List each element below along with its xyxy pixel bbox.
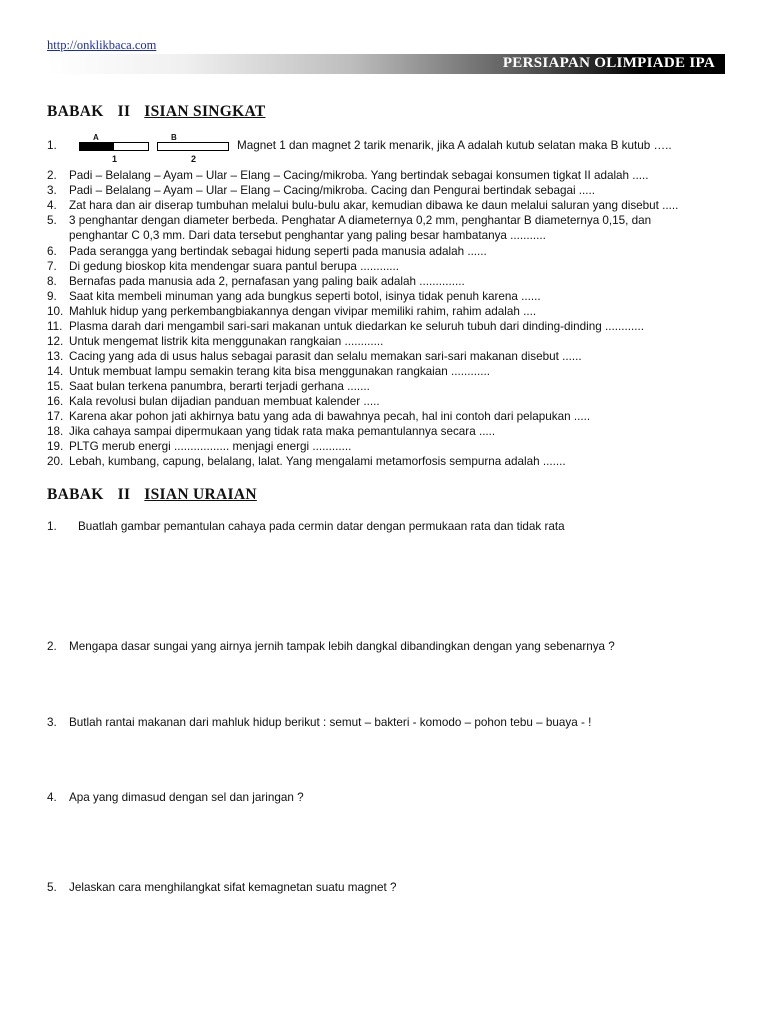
banner-title: PERSIAPAN OLIMPIADE IPA bbox=[502, 55, 715, 71]
item-text: Padi – Belalang – Ayam – Ular – Elang – Cacing/mikroba. Yang bertindak sebagai konsumen tigkat II adalah ..... bbox=[69, 169, 649, 182]
item-text: Karena akar pohon jati akhirnya batu yang ada di bawahnya pecah, hal ini contoh dari pelapukan ..... bbox=[69, 410, 591, 423]
item-text: Cacing yang ada di usus halus sebagai parasit dan selalu memakan sari-sari makanan disebut ...... bbox=[69, 350, 582, 363]
magnet-1-bar bbox=[79, 142, 149, 151]
source-url-link[interactable]: http://onklikbaca.com bbox=[47, 38, 157, 52]
item-text: Mahluk hidup yang perkembangbiakannya dengan vivipar memiliki rahim, rahim adalah .... bbox=[69, 305, 537, 318]
item-text: Butlah rantai makanan dari mahluk hidup berikut : semut – bakteri - komodo – pohon tebu – buaya - ! bbox=[69, 716, 592, 729]
item-text: Lebah, kumbang, capung, belalang, lalat. Yang mengalami metamorfosis sempurna adalah ....... bbox=[69, 455, 566, 468]
item-text: penghantar C 0,3 mm. Dari data tersebut penghantar yang paling besar hambatanya ........... bbox=[69, 229, 546, 242]
item-number: 14. bbox=[47, 365, 64, 378]
item-number: 16. bbox=[47, 395, 64, 408]
item-text: Zat hara dan air diserap tumbuhan melalui bulu-bulu akar, kemudian dibawa ke daun melalui saluran yang disebut ..... bbox=[69, 199, 679, 212]
item-number: 13. bbox=[47, 350, 64, 363]
item-number: 11. bbox=[47, 320, 63, 333]
item-text: Jelaskan cara menghilangkat sifat kemagnetan suatu magnet ? bbox=[69, 881, 397, 894]
header-banner bbox=[47, 54, 725, 74]
item-text: Buatlah gambar pemantulan cahaya pada cermin datar dengan permukaan rata dan tidak rata bbox=[78, 520, 565, 533]
item-number: 7. bbox=[47, 260, 57, 273]
item-text: Plasma darah dari mengambil sari-sari makanan untuk diedarkan ke seluruh tubuh dari dinding-dinding ............ bbox=[69, 320, 644, 333]
item-number: 10. bbox=[47, 305, 64, 318]
item-text: Saat bulan terkena panumbra, berarti terjadi gerhana ....... bbox=[69, 380, 370, 393]
section2-babak: BABAK bbox=[47, 486, 104, 503]
item-text: Bernafas pada manusia ada 2, pernafasan yang paling baik adalah .............. bbox=[69, 275, 465, 288]
section2-title: ISIAN URAIAN bbox=[144, 486, 257, 503]
item-number: 17. bbox=[47, 410, 64, 423]
item-text: Magnet 1 dan magnet 2 tarik menarik, jika A adalah kutub selatan maka B kutub ….. bbox=[237, 139, 672, 152]
section2-heading bbox=[47, 486, 257, 504]
section1-heading bbox=[47, 103, 265, 121]
magnet-2-bar bbox=[157, 142, 229, 151]
item-number: 3. bbox=[47, 184, 57, 197]
item-number: 8. bbox=[47, 275, 57, 288]
item-number: 19. bbox=[47, 440, 64, 453]
item-text: 3 penghantar dengan diameter berbeda. Penghatar A diameternya 0,2 mm, penghantar B diameternya 0,15, dan bbox=[69, 214, 652, 227]
item-number: 2. bbox=[47, 169, 57, 182]
item-text: Kala revolusi bulan dijadian panduan membuat kalender ..... bbox=[69, 395, 380, 408]
item-text: Di gedung bioskop kita mendengar suara pantul berupa ............ bbox=[69, 260, 400, 273]
item-text: Jika cahaya sampai dipermukaan yang tidak rata maka pemantulannya secara ..... bbox=[69, 425, 496, 438]
section2-roman: II bbox=[117, 486, 131, 503]
item-number: 1. bbox=[47, 520, 57, 533]
section1-roman: II bbox=[117, 103, 131, 120]
item-text: Mengapa dasar sungai yang airnya jernih tampak lebih dangkal dibandingkan dengan yang sebenarnya ? bbox=[69, 640, 615, 653]
item-number: 4. bbox=[47, 199, 57, 212]
magnet-num-1: 1 bbox=[112, 154, 118, 164]
item-text: PLTG merub energi ................. menjagi energi ............ bbox=[69, 440, 352, 453]
item-number: 12. bbox=[47, 335, 64, 348]
item-text: Padi – Belalang – Ayam – Ular – Elang – Cacing/mikroba. Cacing dan Pengurai bertindak sebagai ..... bbox=[69, 184, 596, 197]
item-number: 3. bbox=[47, 716, 57, 729]
item-text: Untuk membuat lampu semakin terang kita bisa menggunakan rangkaian ............ bbox=[69, 365, 490, 378]
magnet-diagram bbox=[79, 133, 231, 167]
item-number: 6. bbox=[47, 245, 57, 258]
magnet-label-a: A bbox=[93, 133, 99, 142]
item-text: Pada serangga yang bertindak sebagai hidung seperti pada manusia adalah ...... bbox=[69, 245, 487, 258]
item-number: 1. bbox=[47, 139, 57, 152]
item-number: 15. bbox=[47, 380, 64, 393]
item-number: 9. bbox=[47, 290, 57, 303]
section1-title: ISIAN SINGKAT bbox=[144, 103, 266, 120]
item-text: Apa yang dimasud dengan sel dan jaringan ? bbox=[69, 791, 304, 804]
magnet-1-pole bbox=[80, 143, 114, 150]
item-number: 20. bbox=[47, 455, 64, 468]
item-text: Saat kita membeli minuman yang ada bungkus seperti botol, isinya tidak penuh karena ...... bbox=[69, 290, 541, 303]
item-text: Untuk mengemat listrik kita menggunakan rangkaian ............ bbox=[69, 335, 384, 348]
item-number: 5. bbox=[47, 214, 57, 227]
item-number: 18. bbox=[47, 425, 64, 438]
item-number: 4. bbox=[47, 791, 57, 804]
magnet-num-2: 2 bbox=[191, 154, 197, 164]
item-number: 2. bbox=[47, 640, 57, 653]
section1-babak: BABAK bbox=[47, 103, 104, 120]
item-number: 5. bbox=[47, 881, 57, 894]
magnet-label-b: B bbox=[171, 133, 177, 142]
